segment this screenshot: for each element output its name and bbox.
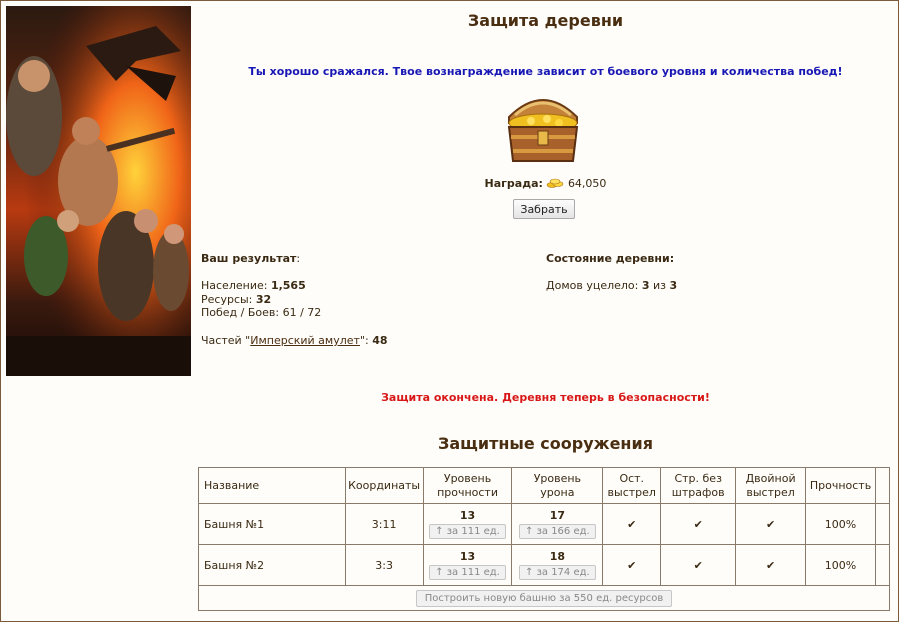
tower-damage-cell — [512, 545, 603, 586]
col-name: Название — [199, 468, 346, 504]
build-row — [199, 586, 890, 611]
sharp-shot-check-icon: ✔ — [603, 504, 661, 545]
tower-durability: 100% — [806, 545, 876, 586]
take-reward-button[interactable]: Забрать — [513, 199, 575, 219]
double-shot-check-icon: ✔ — [736, 504, 806, 545]
col-no-penalty — [661, 468, 736, 504]
population-value: 1,565 — [270, 279, 306, 292]
resources-label: Ресурсы: — [201, 292, 256, 306]
results-stats — [201, 279, 321, 320]
build-cell — [199, 586, 890, 611]
towers-table — [198, 467, 890, 611]
col-double-shot — [736, 468, 806, 504]
tower-coords: 3:11 — [345, 504, 423, 545]
upgrade-damage-button[interactable]: ↑ за 174 ед. — [519, 565, 596, 580]
reward-message: Ты хорошо сражался. Твое вознаграждение зависит от боевого уровня и количества побед! — [248, 65, 843, 78]
col-damage-level-line1: Уровень — [533, 471, 582, 485]
upgrade-damage-button[interactable]: ↑ за 166 ед. — [519, 524, 596, 539]
row-spacer — [876, 545, 890, 586]
village-heading — [546, 252, 674, 266]
col-durability: Прочность — [806, 468, 876, 504]
col-durability-level — [423, 468, 512, 504]
row-spacer — [876, 504, 890, 545]
reward-line — [191, 177, 899, 190]
col-double-shot-line2: выстрел — [746, 485, 795, 499]
damage-level-value: 17 — [549, 509, 566, 522]
build-tower-button[interactable]: Построить новую башню за 550 ед. ресурсов — [416, 590, 673, 607]
results-heading-colon: : — [296, 252, 301, 265]
col-spacer — [876, 468, 890, 504]
durability-level-value: 13 — [459, 550, 476, 563]
amulet-parts-value: 48 — [372, 334, 388, 347]
page-title: Защита деревни — [467, 11, 624, 30]
col-damage-level-line2: урона — [540, 485, 575, 499]
sharp-shot-check-icon: ✔ — [603, 545, 661, 586]
houses-of: из — [649, 279, 670, 292]
amulet-parts-suffix: ": — [359, 334, 373, 347]
reward-amount: 64,050 — [567, 177, 607, 190]
col-sharp-shot-line2: выстрел — [607, 485, 656, 499]
population-label: Население: — [201, 279, 271, 292]
results-heading-text: Ваш результат — [201, 252, 297, 265]
wins-label: Побед / Боев: — [201, 306, 283, 319]
reward-label: Награда: — [484, 177, 543, 190]
resources-row — [201, 293, 321, 307]
heroes-artwork — [6, 6, 191, 376]
col-sharp-shot-line1: Ост. — [619, 471, 645, 485]
tower-name: Башня №1 — [199, 504, 346, 545]
table-header-row — [199, 468, 890, 504]
imperial-amulet-link[interactable]: Имперский амулет — [250, 334, 360, 347]
upgrade-durability-button[interactable]: ↑ за 111 ед. — [429, 524, 506, 539]
col-durability-level-line1: Уровень — [443, 471, 492, 485]
houses-saved: 3 — [641, 279, 650, 292]
results-heading — [201, 252, 300, 266]
tower-name: Башня №2 — [199, 545, 346, 586]
col-sharp-shot — [603, 468, 661, 504]
no-penalty-check-icon: ✔ — [661, 545, 736, 586]
table-row — [199, 545, 890, 586]
amulet-parts-row — [201, 334, 388, 348]
tower-durability: 100% — [806, 504, 876, 545]
col-no-penalty-line2: штрафов — [671, 485, 725, 499]
village-heading-text: Состояние деревни: — [546, 252, 675, 265]
wins-row — [201, 306, 321, 320]
col-coords: Координаты — [345, 468, 423, 504]
tower-durability-cell — [423, 504, 512, 545]
treasure-chest-icon — [501, 79, 585, 167]
damage-level-value: 18 — [549, 550, 566, 563]
col-damage-level — [512, 468, 603, 504]
wins-value: 61 / 72 — [282, 306, 322, 319]
houses-total: 3 — [669, 279, 678, 292]
col-durability-level-line2: прочности — [437, 485, 498, 499]
houses-label: Домов уцелело: — [546, 279, 642, 292]
tower-coords: 3:3 — [345, 545, 423, 586]
upgrade-durability-button[interactable]: ↑ за 111 ед. — [429, 565, 506, 580]
table-row — [199, 504, 890, 545]
double-shot-check-icon: ✔ — [736, 545, 806, 586]
col-double-shot-line1: Двойной — [745, 471, 796, 485]
tower-damage-cell — [512, 504, 603, 545]
durability-level-value: 13 — [459, 509, 476, 522]
amulet-parts-prefix: Частей " — [201, 334, 251, 347]
defense-structures-title: Защитные сооружения — [438, 434, 653, 453]
defense-ended-message: Защита окончена. Деревня теперь в безопасности! — [381, 391, 710, 404]
tower-durability-cell — [423, 545, 512, 586]
resources-value: 32 — [255, 292, 272, 306]
col-no-penalty-line1: Стр. без — [674, 471, 722, 485]
population-row — [201, 279, 321, 293]
houses-row — [546, 279, 677, 293]
gold-coins-icon — [546, 178, 564, 188]
no-penalty-check-icon: ✔ — [661, 504, 736, 545]
